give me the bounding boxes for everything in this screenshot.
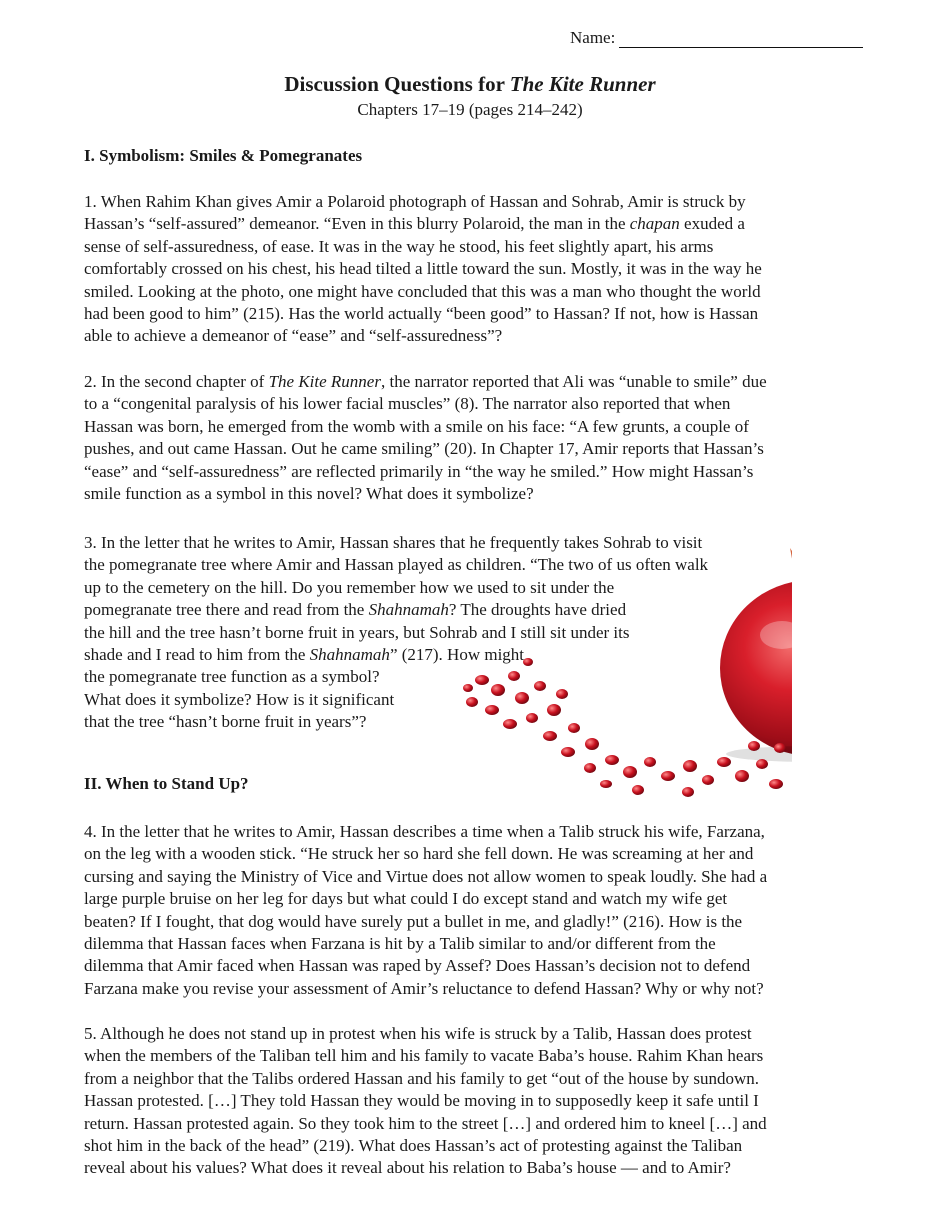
q4-line: beaten? If I fought, that dog would have surely put a bullet in me, and gladly!” (216). How is the (84, 911, 743, 931)
question-3 (84, 532, 708, 734)
name-blank-line[interactable] (619, 31, 863, 48)
section-heading-2: II. When to Stand Up? (84, 774, 249, 793)
q4-line: dilemma that Hassan faces when Farzana is hit by a Talib similar to and/or different from the (84, 934, 716, 954)
q1-line: able to achieve a demeanor of “ease” and “self-assuredness”? (84, 326, 503, 346)
name-field[interactable] (570, 28, 863, 48)
q5-line: Hassan protested. […] They told Hassan they would be moving in to supposedly keep it safe until I (84, 1091, 759, 1111)
question-4 (84, 821, 767, 1000)
q1-line: comfortably crossed on his chest, his head tilted a little toward the sun. Mostly, it was in the way he (84, 259, 762, 279)
q1-line: sense of self-assuredness, of ease. It was in the way he stood, his feet slightly apart, his arms (84, 236, 714, 256)
q5-line: return. Hassan protested again. So they took him to the street […] and ordered him to kneel […] and (84, 1113, 767, 1133)
q1-line: had been good to him” (215). Has the world actually “been good” to Hassan? If not, how is Hassan (84, 304, 759, 324)
q1-line-tail: exuded a (679, 214, 745, 234)
q3-line: the pomegranate tree function as a symbol? (84, 667, 380, 687)
q2-line: smile function as a symbol in this novel? What does it symbolize? (84, 484, 534, 504)
q2-book: The Kite Runner (268, 372, 381, 391)
title-book: The Kite Runner (509, 72, 656, 96)
q3-line: 3. In the letter that he writes to Amir, Hassan shares that he frequently takes Sohrab to visit (84, 533, 703, 552)
q3-line: up to the cemetery on the hill. Do you remember how we used to sit under the (84, 577, 615, 597)
q3-text: ” (217). How might (389, 645, 525, 665)
q3-text: pomegranate tree there and read from the (84, 600, 369, 620)
q2-line (84, 371, 767, 393)
q5-line: from a neighbor that the Talibs ordered Hassan and his family to get “out of the house by sundown. (84, 1068, 760, 1088)
q4-line: dilemma that Amir faced when Hassan was raped by Assef? Does Hassan’s decision not to defend (84, 956, 751, 976)
q4-line: cursing and saying the Ministry of Vice and Virtue does not allow women to speak loudly. She had a (84, 866, 768, 886)
q1-line: smiled. Looking at the photo, one might have concluded that this was a man who thought the world (84, 281, 761, 301)
q4-line: Farzana make you revise your assessment of Amir’s reluctance to defend Hassan? Why or why not? (84, 978, 764, 998)
q3-line: the pomegranate tree where Amir and Hassan played as children. “The two of us often walk (84, 555, 709, 575)
q3-line: What does it symbolize? How is it significant (84, 689, 395, 709)
q4-line: large purple bruise on her leg for days but what could I do except stand and watch my wife get (84, 889, 728, 909)
q2-text: , the narrator reported that Ali was “unable to smile” due (380, 372, 767, 391)
q3-shahnamah: Shahnamah (368, 600, 449, 620)
q5-line: 5. Although he does not stand up in protest when his wife is struck by a Talib, Hassan does protest (84, 1024, 752, 1043)
question-5 (84, 1023, 767, 1180)
q3-line (84, 599, 708, 621)
name-label: Name: (570, 28, 616, 47)
q5-line: reveal about his values? What does it reveal about his relation to Baba’s house — and to Amir? (84, 1158, 731, 1178)
q1-line: 1. When Rahim Khan gives Amir a Polaroid photograph of Hassan and Sohrab, Amir is struck by (84, 192, 746, 211)
q5-line: when the members of the Taliban tell him and his family to vacate Baba’s house. Rahim Khan hears (84, 1046, 764, 1066)
page-subtitle: Chapters 17–19 (pages 214–242) (357, 100, 583, 119)
question-1 (84, 191, 762, 348)
q4-line: on the leg with a wooden stick. “He struck her so hard she fell down. He was screaming at her and (84, 844, 754, 864)
q2-line: pushes, and out came Hassan. Out he came smiling” (20). In Chapter 17, Amir reports that Hassan’s (84, 439, 764, 459)
q1-line-text: Hassan’s “self-assured” demeanor. “Even in this blurry Polaroid, the man in the (84, 214, 630, 234)
q1-line (84, 213, 762, 235)
q5-line: shot him in the back of the head” (219). What does Hassan’s act of protesting against the Taliban (84, 1136, 743, 1156)
q4-line: 4. In the letter that he writes to Amir, Hassan describes a time when a Talib struck his wife, Farzana, (84, 822, 765, 841)
section-heading-1: I. Symbolism: Smiles & Pomegranates (84, 146, 363, 165)
q3-line: that the tree “hasn’t borne fruit in years”? (84, 712, 367, 732)
q3-shahnamah: Shahnamah (309, 645, 390, 665)
q1-chapan: chapan (629, 214, 680, 234)
q3-line (84, 644, 708, 666)
q3-text: shade and I read to him from the (84, 645, 310, 665)
page-title (0, 72, 940, 97)
q2-line: “ease” and “self-assuredness” are reflected primarily in “the way he smiled.” How might Hassan’s (84, 461, 754, 481)
title-prefix: Discussion Questions for (284, 72, 510, 96)
q3-text: ? The droughts have dried (448, 600, 627, 620)
q3-line: the hill and the tree hasn’t borne fruit in years, but Sohrab and I still sit under its (84, 622, 630, 642)
question-2 (84, 371, 767, 505)
q2-line: to a “congenital paralysis of his lower facial muscles” (8). The narrator also reported that when (84, 394, 731, 414)
q2-text: 2. In the second chapter of (84, 372, 269, 391)
q2-line: Hassan was born, he emerged from the womb with a smile on his face: “A few grunts, a couple of (84, 416, 749, 436)
